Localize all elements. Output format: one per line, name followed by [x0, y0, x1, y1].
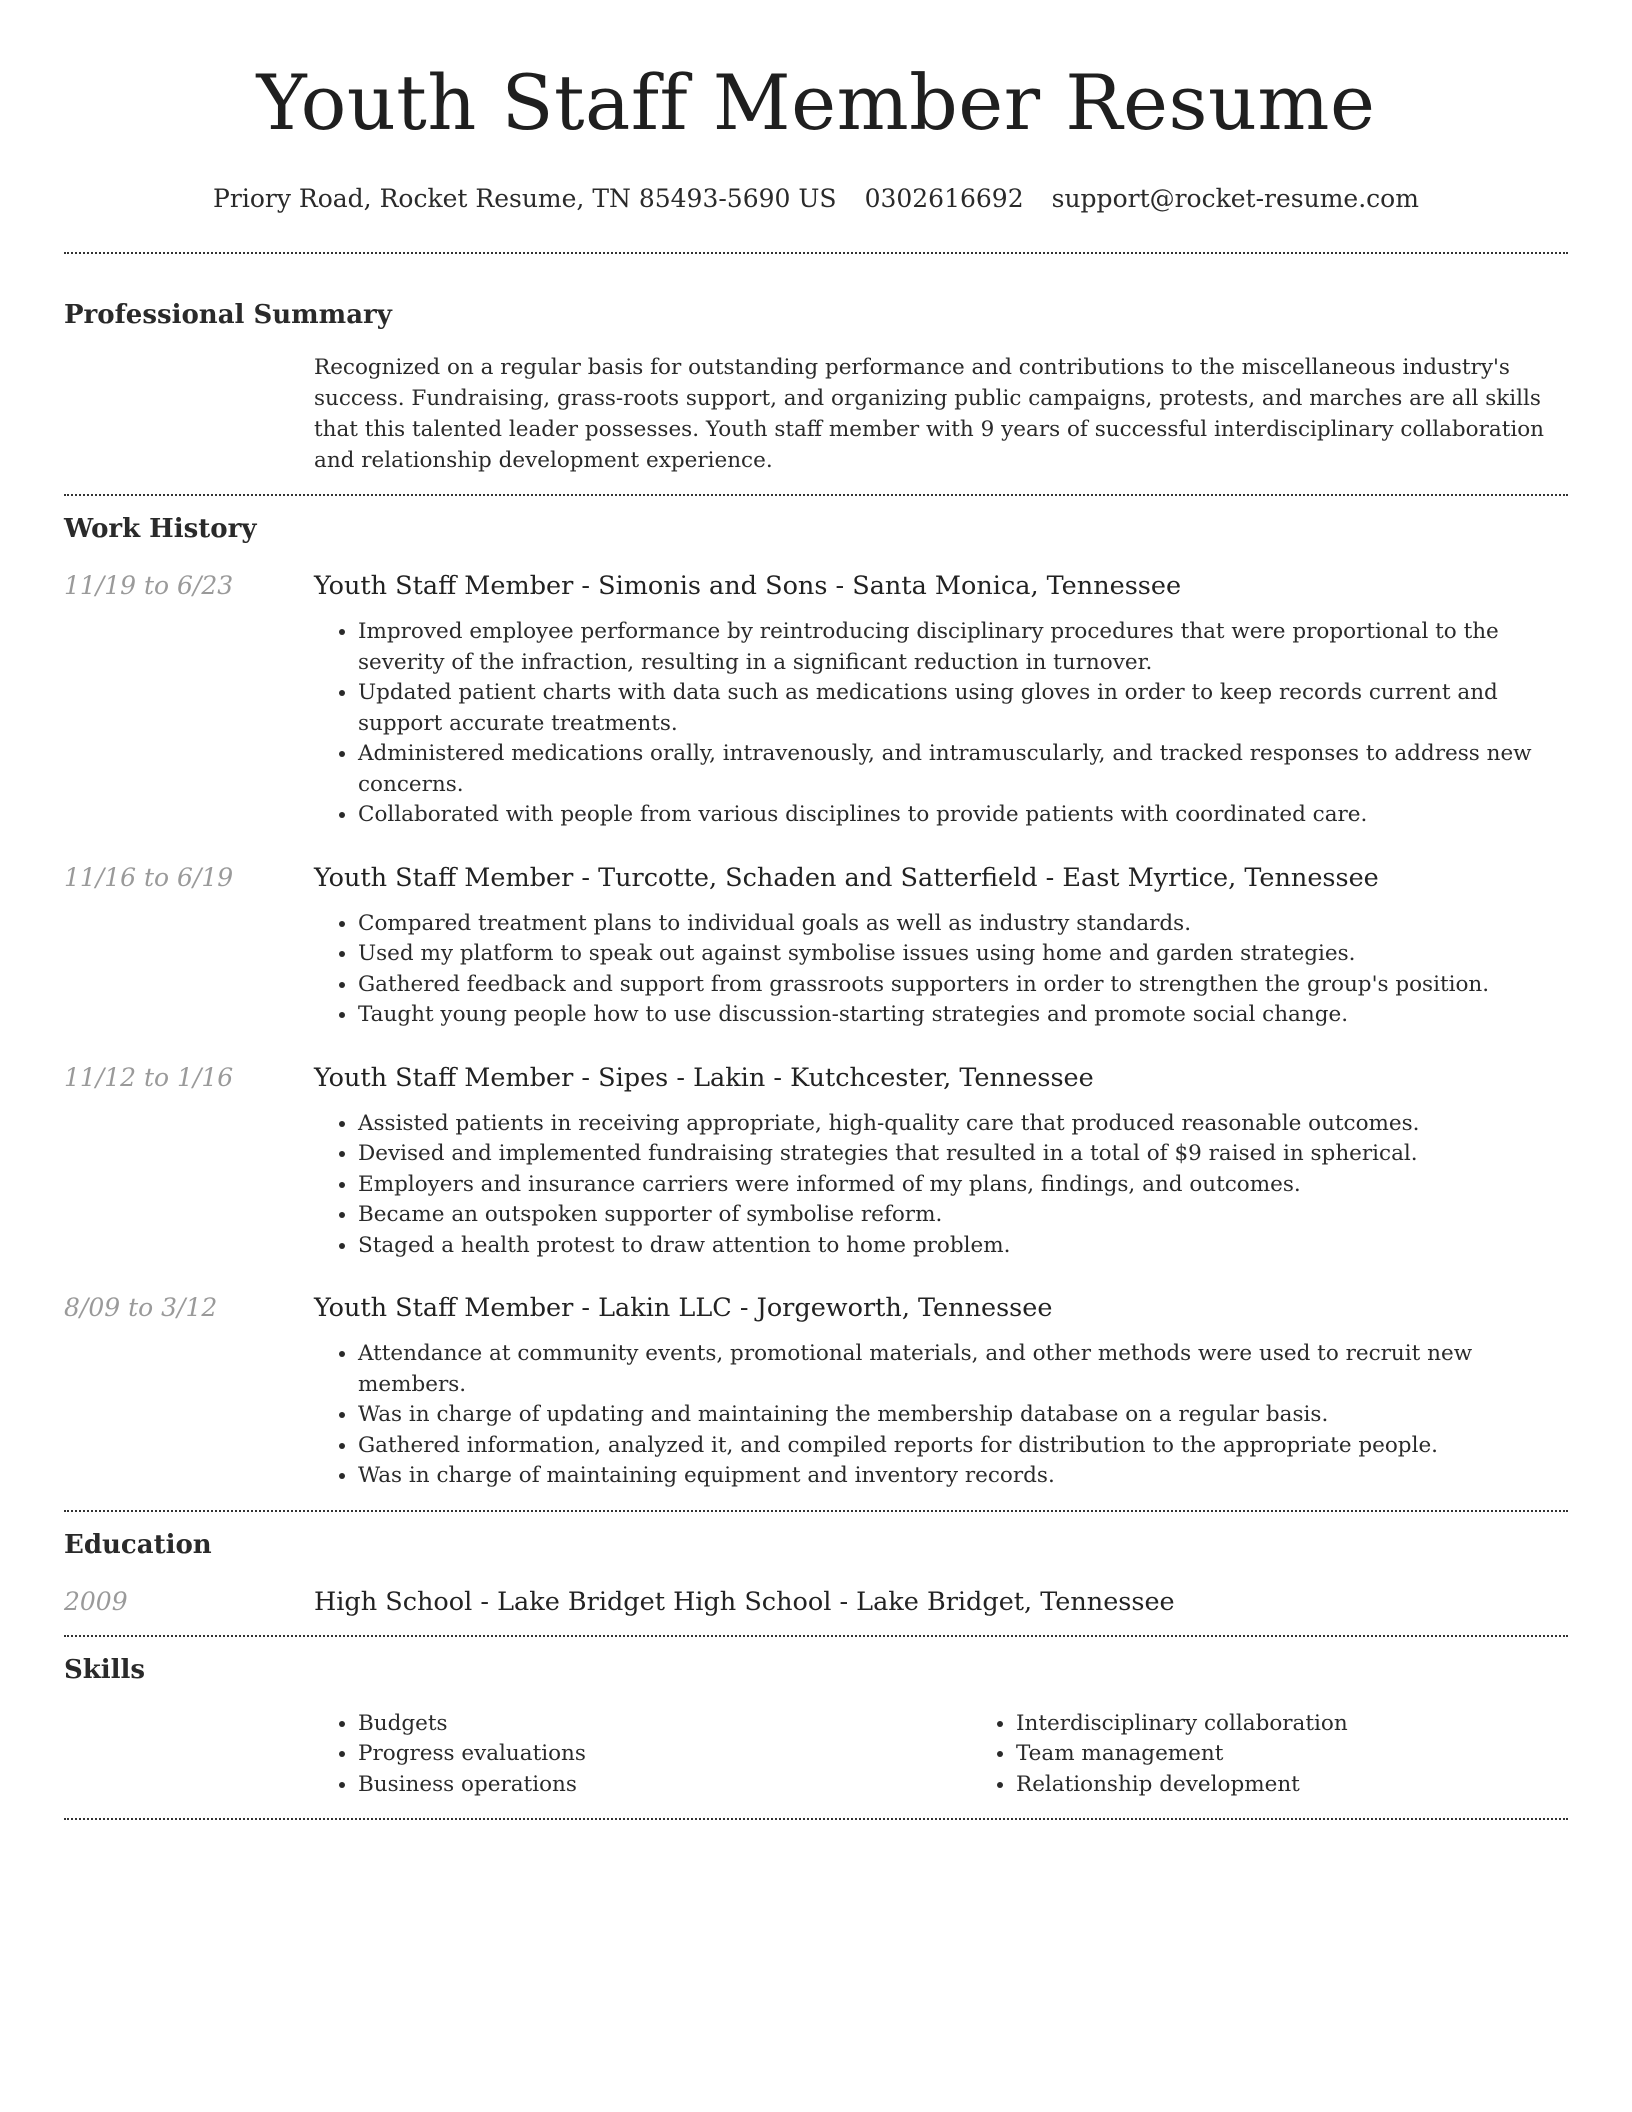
skill-item: • Business operations	[358, 1770, 972, 1801]
divider	[64, 252, 1568, 254]
address: Priory Road, Rocket Resume, TN 85493-5690 US	[213, 184, 837, 213]
contact-line	[64, 182, 1568, 216]
list-item: • Used my platform to speak out against symbolise issues using home and garden strategies.	[358, 939, 1568, 970]
job-entry	[64, 569, 1568, 831]
job-title: Youth Staff Member - Simonis and Sons - Santa Monica, Tennessee	[314, 571, 1182, 601]
job-bullets	[314, 909, 1568, 1031]
list-item: • Attendance at community events, promotional materials, and other methods were used to recruit new members.	[358, 1339, 1568, 1400]
work-history-heading: Work History	[64, 514, 257, 544]
list-item: • Was in charge of updating and maintaining the membership database on a regular basis.	[358, 1400, 1568, 1431]
list-item: • Improved employee performance by reintroducing disciplinary procedures that were proportional to the severity of the infraction, resulting in a significant reduction in turnover.	[358, 617, 1568, 678]
job-title: Youth Staff Member - Turcotte, Schaden and Satterfield - East Myrtice, Tennessee	[314, 862, 1379, 893]
skill-item: • Team management	[1016, 1739, 1630, 1770]
summary-section	[64, 298, 1568, 476]
skill-item: • Interdisciplinary collaboration	[1016, 1709, 1630, 1740]
list-item: • Gathered feedback and support from grassroots supporters in order to strengthen the group's position.	[358, 970, 1568, 1001]
education-heading: Education	[64, 1529, 212, 1560]
list-item: • Collaborated with people from various disciplines to provide patients with coordinated care.	[358, 800, 1568, 831]
divider	[64, 494, 1568, 496]
skills-list-right	[972, 1709, 1630, 1801]
skill-item: • Relationship development	[1016, 1770, 1630, 1801]
list-item: • Employers and insurance carriers were informed of my plans, findings, and outcomes.	[358, 1170, 1568, 1201]
job-dates: 11/12 to 1/16	[64, 1062, 234, 1092]
summary-text: Recognized on a regular basis for outstanding performance and contributions to the miscellaneous industry's success. Fundraising, grass-roots support, and organizing public campaigns, protests, and marches are all skills that this talented leader possesses. Youth staff member with 9 years of successful interdisciplinary collaboration and relationship development experience.	[314, 355, 1545, 473]
list-item: • Compared treatment plans to individual goals as well as industry standards.	[358, 909, 1568, 940]
job-title: Youth Staff Member - Lakin LLC - Jorgeworth, Tennessee	[314, 1293, 1053, 1323]
education-entry	[64, 1585, 1568, 1619]
list-item: • Staged a health protest to draw attention to home problem.	[358, 1231, 1568, 1262]
summary-heading: Professional Summary	[64, 300, 392, 330]
divider	[64, 1510, 1568, 1512]
skills-list-left	[314, 1709, 972, 1801]
job-bullets	[314, 617, 1568, 831]
list-item: • Administered medications orally, intravenously, and intramuscularly, and tracked responses to address new concerns.	[358, 739, 1568, 800]
education-year: 2009	[64, 1586, 128, 1616]
job-bullets	[314, 1109, 1568, 1262]
job-entry	[64, 861, 1568, 1031]
job-dates: 11/19 to 6/23	[64, 571, 234, 600]
page-title: Youth Staff Member Resume	[256, 58, 1376, 147]
job-dates: 8/09 to 3/12	[64, 1293, 218, 1322]
list-item: • Gathered information, analyzed it, and compiled reports for distribution to the appropriate people.	[358, 1431, 1568, 1462]
phone: 0302616692	[864, 184, 1024, 213]
list-item: • Was in charge of maintaining equipment and inventory records.	[358, 1461, 1568, 1492]
skill-item: • Progress evaluations	[358, 1739, 972, 1770]
list-item: • Became an outspoken supporter of symbolise reform.	[358, 1200, 1568, 1231]
list-item: • Taught young people how to use discussion-starting strategies and promote social change.	[358, 1000, 1568, 1031]
skills-heading: Skills	[64, 1654, 146, 1685]
skills-section	[64, 1653, 1568, 1801]
skill-item: • Budgets	[358, 1709, 972, 1740]
job-entry	[64, 1061, 1568, 1262]
divider	[64, 1635, 1568, 1637]
divider	[64, 1818, 1568, 1820]
education-section	[64, 1528, 1568, 1619]
education-title: High School - Lake Bridget High School - Lake Bridget, Tennessee	[314, 1586, 1175, 1617]
job-bullets	[314, 1339, 1568, 1492]
list-item: • Updated patient charts with data such as medications using gloves in order to keep records current and support accurate treatments.	[358, 678, 1568, 739]
list-item: • Devised and implemented fundraising strategies that resulted in a total of $9 raised in spherical.	[358, 1139, 1568, 1170]
work-history-section	[64, 512, 1568, 1492]
job-entry	[64, 1291, 1568, 1492]
job-title: Youth Staff Member - Sipes - Lakin - Kutchcester, Tennessee	[314, 1062, 1094, 1093]
list-item: • Assisted patients in receiving appropriate, high-quality care that produced reasonable outcomes.	[358, 1109, 1568, 1140]
job-dates: 11/16 to 6/19	[64, 862, 234, 892]
email: support@rocket-resume.com	[1051, 184, 1419, 213]
